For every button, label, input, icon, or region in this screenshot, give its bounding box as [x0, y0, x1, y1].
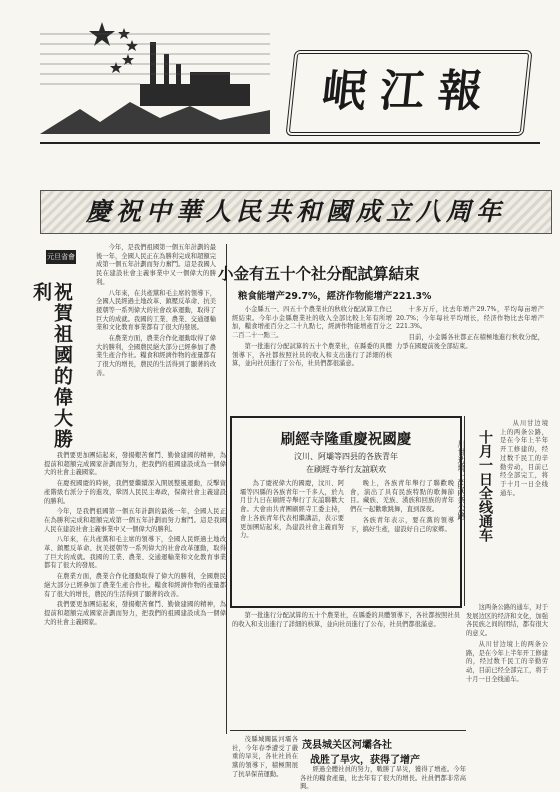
banner-text: 慶祝中華人民共和國成立八周年	[85, 197, 506, 226]
bottom-article-left	[232, 736, 298, 790]
box-column-right	[350, 480, 454, 600]
box-paragraph: 晚上，各族青年舉行了聯歡晚會，演出了具有民族特點的歌舞節目。藏族、羌族、漢族和回族的青年們在一起歡歌跳舞，直到深夜。	[350, 480, 454, 514]
left-vertical-headline: 祝賀祖國的偉大勝利	[30, 282, 73, 450]
horizontal-rule	[230, 730, 466, 731]
box-subhead-2: 在刷經寺举行友誼联欢	[306, 465, 386, 474]
bottom-paragraph: 經過全體社員的努力，戰勝了旱災，獲得了增產。今年各社的糧食產量，比去年有了很大的增長。社員們都非常高興。	[300, 766, 466, 791]
left-paragraph: 八年來，在共產黨和毛主席的領導下，全國人民經過土地改革、鎮壓反革命、抗美援朝等一系列偉大的社會改革運動，取得了巨大的成就。我國的工業、農業、交通運輸業和文化教育事業都有了很大的發展。	[44, 536, 226, 570]
left-paragraph: 今年，是我們祖國第一個五年計劃的最後一年，全國人民正在為勝利完成和超額完成第一個五年計劃而努力奮鬥。這是我國人民在建設社會主義事業中又一個偉大的勝利。	[44, 508, 226, 533]
column-divider	[226, 244, 227, 734]
left-article-top	[96, 244, 216, 430]
box-paragraph: 各族青年表示，要在黨的領導下，搞好生產，建設好自己的家鄉。	[350, 516, 454, 533]
left-paragraph: 在農業方面，農業合作化運動取得了偉大的勝利，全國農民絕大部分已經參加了農業生產合作社。糧食和經濟作物的產量都有了很大的增長，農民的生活得到了顯著的改善。	[44, 573, 226, 598]
bottom-paragraph: 茂縣城關區河壩各社，今年春季遭受了嚴重的旱災，各社社員在黨的領導下，積極開展了抗旱保苗運動。	[232, 736, 298, 778]
right-article-continued	[466, 604, 548, 734]
center-lower-body	[232, 612, 460, 672]
left-paragraph: 我們要更加團結起來，發揚艱苦奮鬥、勤儉建國的精神，為提前和超額完成國家計劃而努力，把我們的祖國建設成為一個偉大的社會主義國家。	[44, 601, 226, 626]
box-paragraph: 為了慶祝偉大的國慶，汶川、阿壩等四縣的各族青年一千多人，於九月廿九日在刷經寺舉行了友誼聯歡大會。大會由共青團刷經寺工委主持，會上各族青年代表相繼講話，表示要更加團結起來，為建設社會主義而努力。	[240, 480, 344, 540]
bottom-article-right	[300, 766, 466, 790]
celebration-banner	[40, 190, 552, 234]
bottom-headline-2: 战胜了旱灾，获得了增产	[310, 755, 420, 766]
right-paragraph: 从川甘边境上的两条公路，是在今年上半年开工修建的，经过数千民工的辛勤劳动，目前已经全部完工，将于十月一日全线通车。	[466, 640, 548, 683]
section-tag: 元旦省會	[46, 250, 76, 264]
left-paragraph: 我們要更加團結起來，發揚艱苦奮鬥、勤儉建國的精神，為提前和超額完成國家計劃而努力，把我們的祖國建設成為一個偉大的社會主義國家。	[44, 452, 226, 477]
center-paragraph: 小金縣五一、四五十个農業社的秋收分配試算工作已經結束。今年小金縣農業社的收入全部比較上年有所增加，糧食增產百分之二十九點七，經濟作物能增產百分之二百二十一點三。	[232, 306, 392, 340]
center-headline: 小金有五十个社分配試算結束	[218, 265, 420, 283]
box-column-left	[240, 480, 344, 600]
right-paragraph: 从川甘边境上的两条公路，是在今年上半年开工修建的，经过数千民工的辛勤劳动，目前已经全部完工，将于十月一日全线通车。	[500, 420, 548, 497]
newspaper-title: 岷江報	[285, 50, 532, 136]
left-paragraph: 八年來，在共產黨和毛主席的領導下，全國人民經過土地改革、鎮壓反革命、抗美援朝等一系列偉大的社會改革運動，取得了巨大的成就。我國的工業、農業、交通運輸業和文化教育事業都有了很大的發展。	[96, 289, 216, 332]
right-paragraph: 这两条公路的通车，对于发展边区的经济和文化，加强各民族之间的团结，都有很大的意义。	[466, 604, 548, 638]
right-vertical-headline: 十月一日全线通车	[477, 430, 493, 542]
center-article-continued	[396, 306, 544, 410]
center-subhead: 粮食能增产29.7%，經济作物能增产221.3%	[238, 291, 432, 302]
center-paragraph: 目前，小金縣各社都正在積極地進行秋收分配，力爭在國慶前後全部結束。	[396, 334, 544, 350]
center-article-body	[232, 306, 392, 410]
boxed-article	[230, 416, 462, 608]
left-article-bottom	[44, 452, 226, 732]
left-paragraph: 在農業方面，農業合作化運動取得了偉大的勝利，全國農民絕大部分已經參加了農業生產合作社。糧食和經濟作物的產量都有了很大的增長，農民的生活得到了顯著的改善。	[96, 335, 216, 377]
center-paragraph: 十多万斤，比去年增产29.7%，平均每亩增产20.7%；今年每社平均增长，经济作物比去年增产221.3%。	[396, 306, 544, 331]
masthead-illustration	[40, 14, 270, 134]
masthead	[40, 14, 540, 144]
center-paragraph: 第一批進行分配試算的五十个農業社，在縣委的具體領導下，各社都按照社员的收入和支出進行了詳細的核算，並向社员進行了公布，社员們都很滿意。	[232, 342, 392, 368]
center-paragraph: 第一批進行分配試算的五十个農業社，在縣委的具體領導下，各社都按照社员的收入和支出進行了詳細的核算，並向社员進行了公布，社员們都很滿意。	[232, 612, 460, 628]
left-paragraph: 在慶祝國慶的時候，我們要繼續深入開展整風運動，反擊資產階級右派分子的進攻，鞏固人民民主專政，保衛社會主義建設的勝利。	[44, 480, 226, 505]
box-subhead-1: 汶川、阿壩等四县的各族青年	[294, 452, 398, 461]
bottom-headline-1: 茂县城关区河壩各社	[302, 740, 392, 751]
right-article-body	[500, 420, 548, 600]
right-vertical-subhead: 川甘边境上的两条公路	[457, 440, 466, 520]
box-headline: 刷經寺隆重慶祝國慶	[280, 431, 412, 448]
left-paragraph: 今年，是我們祖國第一個五年計劃的最後一年，全國人民正在為勝利完成和超額完成第一個五年計劃而努力奮鬥。這是我國人民在建設社會主義事業中又一個偉大的勝利。	[96, 244, 216, 286]
